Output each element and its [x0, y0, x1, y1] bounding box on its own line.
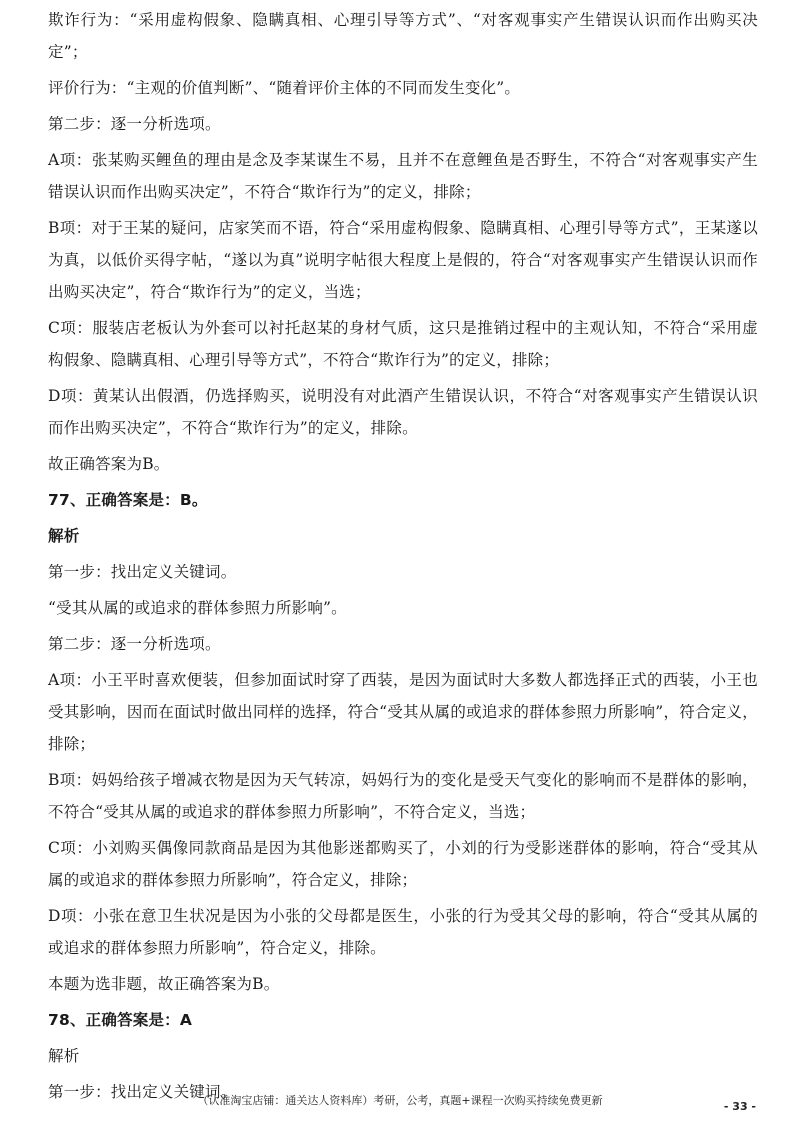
paragraph: 评价行为：“主观的价值判断”、“随着评价主体的不同而发生变化”。: [48, 79, 521, 97]
paragraph: A项：张某购买鲤鱼的理由是念及李某谋生不易，且并不在意鲤鱼是否野生，不符合“对客观事实产生错误认识而作出购买决定”，不符合“欺诈行为”的定义，排除；: [48, 151, 758, 201]
section-heading: 78、正确答案是：A: [48, 1011, 193, 1029]
page-footer: （认准淘宝店铺：通关达人资料库）考研，公考，真题+课程一次购买持续免费更新: [197, 1094, 603, 1107]
paragraph: 欺诈行为：“采用虚构假象、隐瞒真相、心理引导等方式”、“对客观事实产生错误认识而作出购买决定”；: [48, 11, 758, 61]
paragraph: C项：服装店老板认为外套可以衬托赵某的身材气质，这只是推销过程中的主观认知，不符合“采用虚构假象、隐瞒真相、心理引导等方式”，不符合“欺诈行为”的定义，排除；: [48, 319, 758, 369]
paragraph: D项：小张在意卫生状况是因为小张的父母都是医生，小张的行为受其父母的影响，符合“受其从属的或追求的群体参照力所影响”，符合定义，排除。: [48, 907, 758, 957]
paragraph: 第一步：找出定义关键词。: [48, 563, 237, 581]
paragraph: 第二步：逐一分析选项。: [48, 115, 221, 133]
paragraph: 第二步：逐一分析选项。: [48, 635, 221, 653]
paragraph: 解析: [48, 1047, 80, 1065]
paragraph: A项：小王平时喜欢便装，但参加面试时穿了西装，是因为面试时大多数人都选择正式的西装，小王也受其影响，因而在面试时做出同样的选择，符合“受其从属的或追求的群体参照力所影响”，符合定义，排除；: [48, 671, 758, 753]
paragraph: C项：小刘购买偶像同款商品是因为其他影迷都购买了，小刘的行为受影迷群体的影响，符合“受其从属的或追求的群体参照力所影响”，符合定义，排除；: [48, 839, 758, 889]
paragraph: “受其从属的或追求的群体参照力所影响”。: [48, 599, 347, 617]
document-body: [48, 4, 758, 1112]
paragraph: 第一步：找出定义关键词。: [48, 1083, 237, 1101]
section-heading: 77、正确答案是：B。: [48, 491, 208, 509]
paragraph: B项：对于王某的疑问，店家笑而不语，符合“采用虚构假象、隐瞒真相、心理引导等方式”，王某遂以为真，以低价买得字帖，“遂以为真”说明字帖很大程度上是假的，符合“对客观事实产生错误认识而作出购买决定”，符合“欺诈行为”的定义，当选；: [48, 219, 758, 301]
paragraph: D项：黄某认出假酒，仍选择购买，说明没有对此酒产生错误认识，不符合“对客观事实产生错误认识而作出购买决定”，不符合“欺诈行为”的定义，排除。: [48, 387, 758, 437]
section-heading: 解析: [48, 527, 80, 545]
page-number: - 33 -: [723, 1100, 756, 1113]
paragraph: 故正确答案为B。: [48, 455, 170, 473]
paragraph: B项：妈妈给孩子增减衣物是因为天气转凉，妈妈行为的变化是受天气变化的影响而不是群体的影响，不符合“受其从属的或追求的群体参照力所影响”，不符合定义，当选；: [48, 771, 758, 821]
paragraph: 本题为选非题，故正确答案为B。: [48, 975, 280, 993]
